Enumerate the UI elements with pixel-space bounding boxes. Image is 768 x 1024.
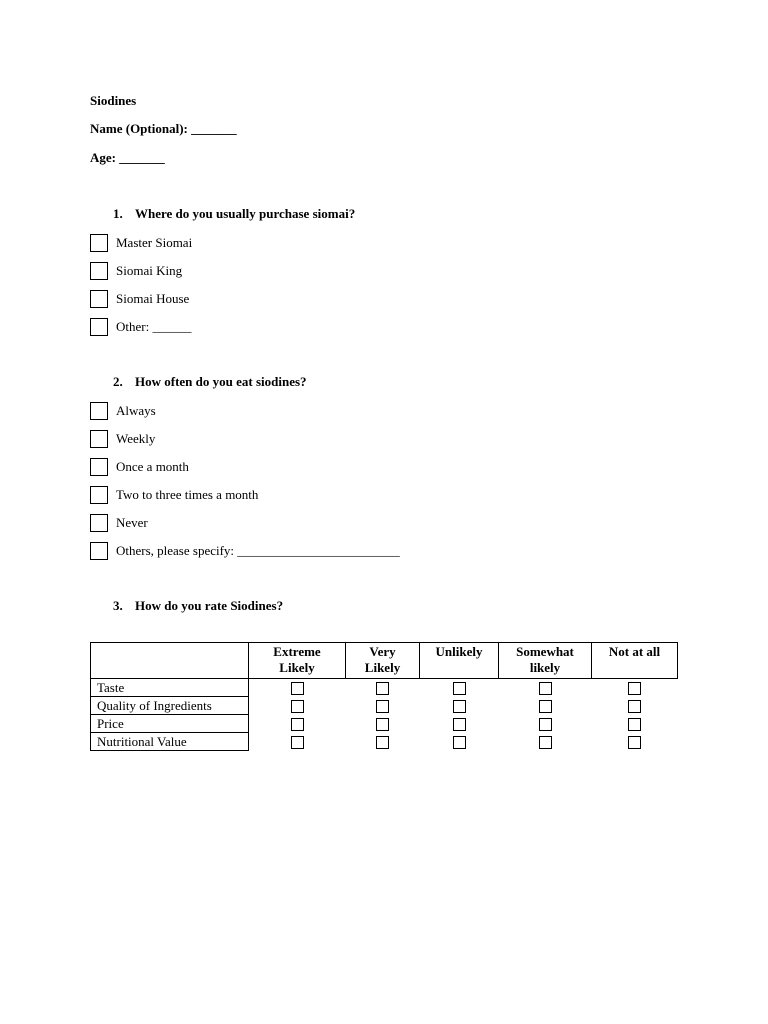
rating-checkbox[interactable] bbox=[376, 682, 389, 695]
rating-checkbox[interactable] bbox=[376, 718, 389, 731]
rating-checkbox[interactable] bbox=[539, 736, 552, 749]
option-label: Always bbox=[116, 403, 156, 418]
option-label: Other: ______ bbox=[116, 319, 192, 334]
row-label-quality: Quality of Ingredients bbox=[91, 697, 249, 715]
question-2-text: How often do you eat siodines? bbox=[135, 374, 307, 389]
rating-checkbox[interactable] bbox=[539, 700, 552, 713]
rating-checkbox[interactable] bbox=[291, 700, 304, 713]
option-label: Two to three times a month bbox=[116, 487, 259, 502]
age-field-label[interactable]: Age: _______ bbox=[90, 150, 165, 165]
row-label-nutritional-value: Nutritional Value bbox=[91, 733, 249, 751]
checkbox[interactable] bbox=[90, 486, 108, 504]
rating-table-header bbox=[91, 643, 678, 679]
question-3-text: How do you rate Siodines? bbox=[135, 598, 284, 613]
header-corner bbox=[91, 643, 249, 679]
rating-checkbox[interactable] bbox=[376, 700, 389, 713]
row-label-price: Price bbox=[91, 715, 249, 733]
rating-checkbox[interactable] bbox=[291, 718, 304, 731]
question-1 bbox=[113, 206, 355, 222]
rating-table bbox=[90, 642, 678, 751]
option-label: Siomai King bbox=[116, 263, 183, 278]
form-title: Siodines bbox=[90, 93, 137, 108]
rating-checkbox[interactable] bbox=[453, 736, 466, 749]
question-3-number: 3. bbox=[113, 598, 123, 613]
rating-checkbox[interactable] bbox=[291, 736, 304, 749]
table-row bbox=[91, 733, 678, 751]
rating-checkbox[interactable] bbox=[628, 682, 641, 695]
question-1-number: 1. bbox=[113, 206, 123, 221]
column-header-somewhat-likely: Somewhat likely bbox=[499, 643, 592, 679]
rating-checkbox[interactable] bbox=[453, 700, 466, 713]
option-label: Never bbox=[116, 515, 148, 530]
column-header-extreme-likely: Extreme Likely bbox=[249, 643, 346, 679]
question-3 bbox=[113, 598, 283, 614]
name-field-label[interactable]: Name (Optional): _______ bbox=[90, 121, 237, 136]
checkbox[interactable] bbox=[90, 430, 108, 448]
question-1-text: Where do you usually purchase siomai? bbox=[135, 206, 356, 221]
option-label: Weekly bbox=[116, 431, 156, 446]
rating-checkbox[interactable] bbox=[453, 718, 466, 731]
checkbox[interactable] bbox=[90, 262, 108, 280]
table-row bbox=[91, 715, 678, 733]
table-row bbox=[91, 679, 678, 697]
rating-checkbox[interactable] bbox=[628, 736, 641, 749]
column-header-not-at-all: Not at all bbox=[592, 643, 678, 679]
rating-checkbox[interactable] bbox=[628, 700, 641, 713]
option-label: Master Siomai bbox=[116, 235, 193, 250]
checkbox[interactable] bbox=[90, 318, 108, 336]
column-header-very-likely: Very Likely bbox=[346, 643, 420, 679]
rating-checkbox[interactable] bbox=[539, 682, 552, 695]
checkbox[interactable] bbox=[90, 514, 108, 532]
checkbox[interactable] bbox=[90, 402, 108, 420]
column-header-unlikely: Unlikely bbox=[420, 643, 499, 679]
rating-checkbox[interactable] bbox=[376, 736, 389, 749]
option-label: Siomai House bbox=[116, 291, 190, 306]
rating-checkbox[interactable] bbox=[453, 682, 466, 695]
option-label: Others, please specify: _________________________ bbox=[116, 543, 400, 558]
checkbox[interactable] bbox=[90, 290, 108, 308]
rating-checkbox[interactable] bbox=[291, 682, 304, 695]
row-label-taste: Taste bbox=[91, 679, 249, 697]
question-2 bbox=[113, 374, 307, 390]
table-row bbox=[91, 697, 678, 715]
checkbox[interactable] bbox=[90, 542, 108, 560]
option-label: Once a month bbox=[116, 459, 189, 474]
rating-checkbox[interactable] bbox=[539, 718, 552, 731]
rating-checkbox[interactable] bbox=[628, 718, 641, 731]
checkbox[interactable] bbox=[90, 234, 108, 252]
checkbox[interactable] bbox=[90, 458, 108, 476]
question-2-number: 2. bbox=[113, 374, 123, 389]
